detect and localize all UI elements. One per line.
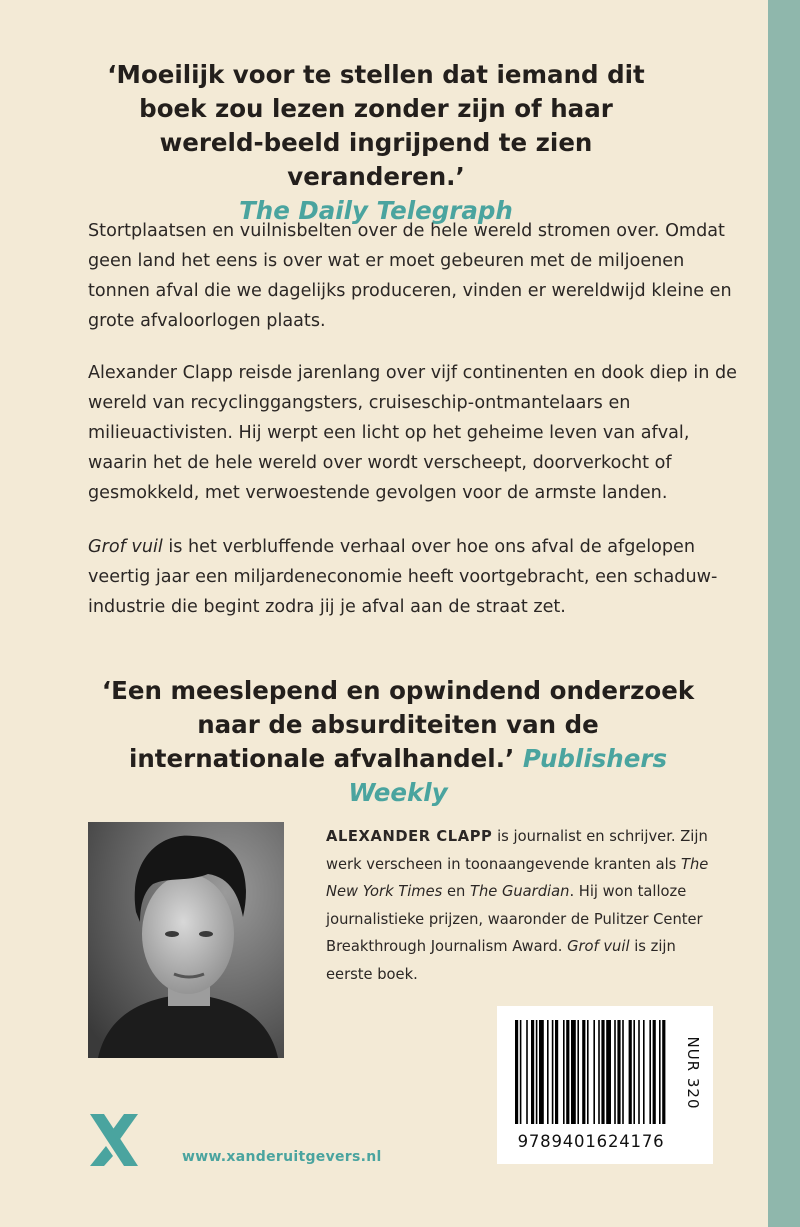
author-photo	[88, 822, 284, 1058]
bio-paper-1: The New York Times	[326, 855, 709, 900]
bio-book-title: Grof vuil	[567, 938, 630, 955]
blurb-paragraph-1: Stortplaatsen en vuilnisbelten over de hele wereld stromen over. Omdat geen land het eens is over wat er moet gebeuren met de miljoenen tonnen afval die we dagelijks produceren, vinden er wereldwijd kleine en grote afvaloorlogen plaats.	[88, 221, 732, 331]
xander-logo	[88, 1112, 140, 1168]
barcode	[497, 1006, 697, 1126]
bio-text-4: is zijn eerste boek.	[326, 938, 676, 983]
top-quote-text: ‘Moeilijk voor te stellen dat iemand dit boek zou lezen zonder zijn of haar wereld-beeld ingrijpend te zien veranderen.’	[107, 60, 645, 191]
top-quote-source: The Daily Telegraph	[239, 196, 513, 225]
publisher-url[interactable]: www.xanderuitgevers.nl	[182, 1149, 382, 1165]
bio-text-2: en	[442, 883, 470, 900]
blurb-paragraph-3-text: is het verbluffende verhaal over hoe ons afval de afgelopen veertig jaar een miljardeneconomie heeft voortgebracht, een schaduw-industrie die begint zodra jij je afval aan de straat zet.	[88, 537, 718, 617]
nur-code: NUR 320	[684, 1036, 702, 1110]
bio-text-1: is journalist en schrijver. Zijn werk verscheen in toonaangevende kranten als	[326, 828, 708, 873]
bottom-quote-text: ‘Een meeslepend en opwindend onderzoek naar de absurditeiten van de internationale afvalhandel.’	[101, 676, 695, 773]
bottom-quote-source: Publishers Weekly	[348, 744, 668, 807]
author-name: ALEXANDER CLAPP	[326, 828, 493, 845]
bottom-quote	[100, 674, 696, 810]
spine-stripe	[768, 0, 800, 1227]
top-quote	[96, 58, 656, 228]
barcode-panel	[497, 1006, 713, 1164]
book-title-inline: Grof vuil	[88, 537, 163, 557]
bio-text-3: . Hij won talloze journalistieke prijzen, waaronder de Pulitzer Center Breakthrough Journalism Award.	[326, 883, 703, 955]
author-bio	[326, 823, 726, 988]
blurb-paragraph-2: Alexander Clapp reisde jarenlang over vijf continenten en dook diep in de wereld van recyclinggangsters, cruiseschip-ontmantelaars en milieuactivisten. Hij werpt een licht op het geheime leven van afval, waarin het de hele wereld over wordt verscheept, doorverkocht of gesmokkeld, met verwoestende gevolgen voor de armste landen.	[88, 363, 737, 503]
bio-paper-2: The Guardian	[470, 883, 570, 900]
blurb-paragraph-3	[88, 532, 738, 622]
isbn-number: 9789401624176	[517, 1132, 665, 1151]
